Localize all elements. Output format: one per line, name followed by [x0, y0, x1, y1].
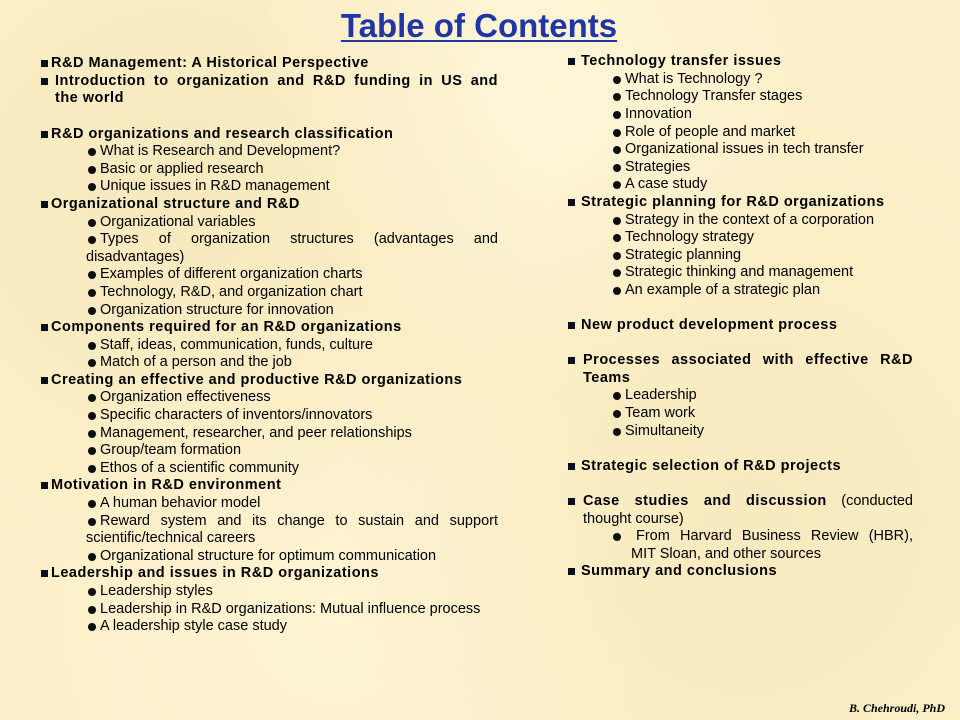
square-bullet-icon: [41, 201, 48, 208]
round-bullet-icon: [88, 430, 96, 438]
author-credit: B. Chehroudi, PhD: [848, 701, 945, 715]
page-title: [0, 9, 959, 42]
square-bullet-icon: [568, 322, 575, 329]
round-bullet-icon: [613, 93, 621, 101]
topic-item-continued: [567, 546, 913, 564]
round-bullet-icon: [613, 410, 621, 418]
topic-label: Basic or applied research: [100, 160, 264, 177]
round-bullet-icon: [613, 287, 621, 295]
section-heading: Introduction to organization and R&D funding in US and: [55, 72, 498, 89]
section-heading: Strategic planning for R&D organizations: [581, 193, 885, 210]
topic-label: Technology Transfer stages: [625, 88, 803, 105]
square-bullet-icon: [568, 463, 575, 470]
topic-label: What is Research and Development?: [100, 143, 341, 160]
topic-label: Management, researcher, and peer relationships: [100, 424, 412, 441]
topic-item: [40, 618, 498, 636]
square-bullet-icon: [41, 78, 48, 85]
topic-label: Role of people and market: [625, 123, 796, 140]
topic-label: Technology, R&D, and organization chart: [100, 283, 363, 300]
square-bullet-icon: [568, 498, 575, 505]
topic-label: An example of a strategic plan: [625, 281, 821, 298]
section-heading: Processes associated with effective R&D: [583, 352, 913, 369]
topic-item: [40, 161, 498, 179]
round-bullet-icon: [613, 252, 621, 260]
section-heading-row: [40, 372, 498, 390]
square-bullet-icon: [41, 324, 48, 331]
section-heading-row: [40, 196, 498, 214]
round-bullet-icon: [613, 234, 621, 242]
round-bullet-icon: [613, 181, 621, 189]
topic-item: [567, 405, 913, 423]
topic-item: [40, 354, 498, 372]
section-heading-row: [567, 493, 913, 511]
round-bullet-icon: [88, 183, 96, 191]
topic-item: [40, 583, 498, 601]
topic-label: Innovation: [625, 105, 692, 122]
section-heading-row: [40, 73, 498, 91]
topic-label: Staff, ideas, communication, funds, culture: [100, 336, 373, 353]
square-bullet-icon: [41, 570, 48, 577]
section-heading-continued: the world: [55, 90, 124, 107]
square-bullet-icon: [568, 357, 575, 364]
topic-label: Strategy in the context of a corporation: [625, 211, 875, 228]
spacer: [567, 440, 913, 458]
topic-item: [40, 337, 498, 355]
topic-item: [567, 124, 913, 142]
square-bullet-icon: [41, 482, 48, 489]
topic-label: Organization effectiveness: [100, 389, 271, 406]
topic-item: [40, 266, 498, 284]
spacer: [567, 300, 913, 318]
topic-item: [567, 71, 913, 89]
section-heading-row: [567, 317, 913, 335]
topic-label: Organizational structure for optimum communication: [100, 547, 437, 564]
topic-item: [567, 282, 913, 300]
section-heading: Case studies and discussion: [583, 493, 827, 510]
topic-label: A leadership style case study: [100, 618, 287, 635]
topic-item: [40, 495, 498, 513]
topic-item: [40, 231, 498, 249]
spacer: [40, 108, 498, 126]
round-bullet-icon: [88, 271, 96, 279]
square-bullet-icon: [41, 60, 48, 67]
round-bullet-icon: [88, 166, 96, 174]
section-heading-row: [567, 563, 913, 581]
topic-item: [567, 229, 913, 247]
spacer: [567, 475, 913, 493]
section-heading-continued: Teams: [583, 369, 631, 386]
section-heading-row: [567, 194, 913, 212]
round-bullet-icon: [88, 307, 96, 315]
round-bullet-icon: [88, 447, 96, 455]
section-heading-row: [567, 458, 913, 476]
section-heading: R&D organizations and research classification: [51, 125, 394, 142]
topic-label: Examples of different organization charts: [100, 266, 363, 283]
round-bullet-icon: [613, 269, 621, 277]
topic-label: Types of organization structures (advantages and: [100, 231, 498, 248]
topic-label: Group/team formation: [100, 442, 242, 459]
section-heading: Technology transfer issues: [581, 53, 782, 70]
round-bullet-icon: [613, 428, 621, 436]
topic-item: [40, 143, 498, 161]
topic-item: [567, 106, 913, 124]
topic-label: A human behavior model: [100, 495, 261, 512]
topic-label-continued: MIT Sloan, and other sources: [631, 545, 821, 562]
topic-label: Technology strategy: [625, 229, 754, 246]
section-heading: New product development process: [581, 317, 838, 334]
section-note-continued: thought course): [583, 510, 684, 527]
section-heading: Leadership and issues in R&D organizations: [51, 565, 379, 582]
topic-label: Ethos of a scientific community: [100, 459, 300, 476]
topic-label-continued: disadvantages): [86, 248, 185, 265]
round-bullet-icon: [613, 164, 621, 172]
topic-label: Leadership: [625, 387, 697, 404]
topic-item: [40, 425, 498, 443]
page-title-text: Table of Contents: [340, 7, 618, 44]
round-bullet-icon: [88, 465, 96, 473]
round-bullet-icon: [88, 148, 96, 156]
section-heading: Strategic selection of R&D projects: [581, 457, 842, 474]
topic-item: [40, 442, 498, 460]
topic-item: [40, 302, 498, 320]
topic-item: [567, 212, 913, 230]
round-bullet-icon: [88, 623, 96, 631]
round-bullet-icon: [88, 412, 96, 420]
round-bullet-icon: [88, 236, 96, 244]
square-bullet-icon: [568, 58, 575, 65]
topic-label: Reward system and its change to sustain and support: [100, 512, 498, 529]
topic-item: [567, 387, 913, 405]
section-heading: Summary and conclusions: [581, 563, 778, 580]
topic-label: Organizational issues in tech transfer: [625, 141, 864, 158]
topic-item: [567, 528, 913, 546]
topic-label: From Harvard Business Review (HBR),: [636, 528, 913, 545]
section-heading-row: [40, 477, 498, 495]
round-bullet-icon: [88, 553, 96, 561]
topic-label: Organizational variables: [100, 213, 256, 230]
section-heading-row: [567, 370, 913, 388]
topic-item: [567, 141, 913, 159]
section-note-row: [567, 511, 913, 529]
section-heading-row: [40, 90, 498, 108]
topic-label: Team work: [625, 405, 696, 422]
topic-item: [567, 176, 913, 194]
left-column: [40, 55, 498, 636]
topic-item: [40, 407, 498, 425]
topic-label: A case study: [625, 176, 708, 193]
topic-label-continued: scientific/technical careers: [86, 530, 256, 547]
square-bullet-icon: [41, 131, 48, 138]
section-heading-row: [567, 53, 913, 71]
round-bullet-icon: [613, 146, 621, 154]
topic-item: [567, 264, 913, 282]
section-heading: Creating an effective and productive R&D organizations: [51, 371, 463, 388]
round-bullet-icon: [613, 533, 621, 541]
topic-label: Strategic planning: [625, 246, 742, 263]
square-bullet-icon: [568, 568, 575, 575]
round-bullet-icon: [88, 500, 96, 508]
section-heading: R&D Management: A Historical Perspective: [51, 55, 369, 72]
round-bullet-icon: [88, 219, 96, 227]
section-heading-row: [40, 319, 498, 337]
round-bullet-icon: [88, 588, 96, 596]
topic-item: [567, 423, 913, 441]
round-bullet-icon: [88, 289, 96, 297]
right-column: [567, 53, 913, 581]
section-heading: Motivation in R&D environment: [51, 477, 282, 494]
topic-item-continued: [40, 530, 498, 548]
topic-item: [40, 548, 498, 566]
section-heading-row: [40, 55, 498, 73]
topic-label: Match of a person and the job: [100, 354, 292, 371]
topic-item: [567, 247, 913, 265]
topic-label: Simultaneity: [625, 422, 704, 439]
round-bullet-icon: [613, 129, 621, 137]
topic-item: [40, 513, 498, 531]
square-bullet-icon: [568, 199, 575, 206]
square-bullet-icon: [41, 377, 48, 384]
round-bullet-icon: [613, 217, 621, 225]
topic-label: What is Technology ?: [625, 70, 763, 87]
section-note: (conducted: [841, 493, 913, 510]
topic-label: Strategic thinking and management: [625, 264, 854, 281]
section-heading-row: [40, 565, 498, 583]
topic-item: [40, 601, 498, 619]
section-heading: Components required for an R&D organizations: [51, 319, 402, 336]
topic-item: [40, 460, 498, 478]
topic-label: Unique issues in R&D management: [100, 178, 330, 195]
round-bullet-icon: [613, 392, 621, 400]
round-bullet-icon: [88, 606, 96, 614]
section-heading-row: [567, 352, 913, 370]
topic-label: Leadership styles: [100, 583, 213, 599]
round-bullet-icon: [88, 518, 96, 526]
spacer: [567, 335, 913, 353]
section-heading-line: [583, 493, 913, 511]
section-heading-row: [40, 126, 498, 144]
round-bullet-icon: [613, 76, 621, 84]
topic-item-continued: [40, 249, 498, 267]
topic-label: Organization structure for innovation: [100, 301, 334, 318]
topic-item: [40, 214, 498, 232]
round-bullet-icon: [613, 111, 621, 119]
topic-label: Strategies: [625, 158, 691, 175]
topic-label: Specific characters of inventors/innovators: [100, 407, 373, 424]
topic-label: Leadership in R&D organizations: Mutual influence process: [100, 600, 481, 617]
topic-item: [40, 284, 498, 302]
topic-item: [40, 178, 498, 196]
section-heading: Organizational structure and R&D: [51, 195, 300, 212]
round-bullet-icon: [88, 394, 96, 402]
round-bullet-icon: [88, 359, 96, 367]
topic-item: [40, 389, 498, 407]
topic-item: [567, 88, 913, 106]
topic-item: [567, 159, 913, 177]
round-bullet-icon: [88, 342, 96, 350]
